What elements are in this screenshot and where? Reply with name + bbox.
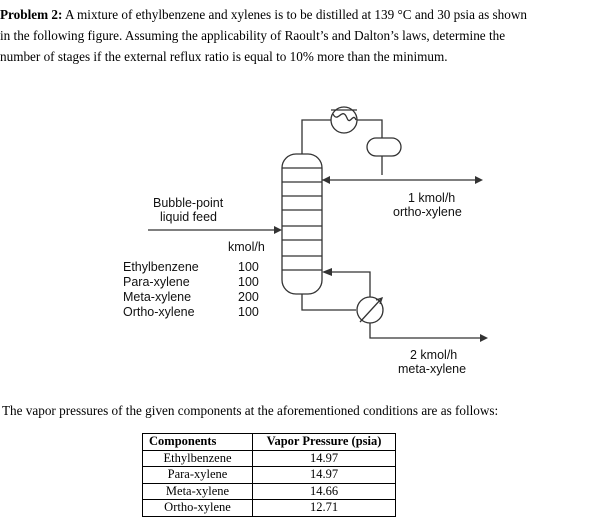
table-row [143, 500, 396, 517]
feed-units: kmol/h [228, 240, 265, 254]
feed-component-flow: 100 [238, 275, 259, 289]
reflux-arrow-icon [322, 176, 330, 184]
distillation-diagram [0, 100, 604, 390]
table-cell-component: Ethylbenzene [143, 450, 253, 467]
bottoms-component-label: meta-xylene [398, 362, 467, 376]
feed-component-name: Para-xylene [123, 275, 190, 289]
distillate-component-label: ortho-xylene [393, 205, 462, 219]
vapor-pressure-table [142, 433, 396, 517]
table-cell-pressure: 14.97 [253, 467, 396, 484]
problem-line-3: number of stages if the external reflux ratio is equal to 10% more than the minimum. [0, 49, 448, 64]
bottoms-arrow-icon [480, 334, 488, 342]
table-cell-component: Ortho-xylene [143, 500, 253, 517]
feed-component-name: Ortho-xylene [123, 305, 195, 319]
feed-component-flow: 100 [238, 260, 259, 274]
condensate-line [357, 120, 382, 138]
feed-component-flow: 200 [238, 290, 259, 304]
bottoms-product-line [370, 323, 480, 338]
problem-line-1 [0, 4, 604, 25]
bottoms-line [302, 294, 356, 310]
table-cell-pressure: 14.66 [253, 483, 396, 500]
vapor-pressure-intro: The vapor pressures of the given components at the aforementioned conditions are as follows: [2, 403, 499, 418]
distillation-column [282, 154, 322, 294]
overhead-vapor-line [302, 120, 331, 154]
distillate-flow-label: 1 kmol/h [408, 191, 456, 205]
table-cell-pressure: 14.97 [253, 450, 396, 467]
feed-arrow-icon [274, 226, 282, 234]
problem-line-1-text: A mixture of ethylbenzene and xylenes is to be distilled at 139 °C and 30 psia as shown [62, 7, 527, 22]
table-header-components: Components [143, 434, 253, 451]
problem-label: Problem 2: [0, 7, 63, 22]
feed-label-2: liquid feed [160, 210, 217, 224]
feed-component-name: Meta-xylene [123, 290, 192, 304]
feed-component-flow: 100 [238, 305, 259, 319]
bottoms-flow-label: 2 kmol/h [410, 348, 458, 362]
feed-component-name: Ethylbenzene [123, 260, 199, 274]
distillation-figure [0, 100, 604, 390]
table-cell-pressure: 12.71 [253, 500, 396, 517]
boilup-line [330, 272, 370, 297]
table-row [143, 483, 396, 500]
table-row [143, 450, 396, 467]
problem-statement [0, 4, 604, 67]
condenser-icon [331, 107, 357, 133]
reflux-drum-icon [367, 138, 401, 156]
problem-line-2: in the following figure. Assuming the applicability of Raoult’s and Dalton’s laws, determine the [0, 28, 506, 43]
boilup-arrow-icon [322, 268, 332, 276]
distillate-arrow-icon [475, 176, 483, 184]
table-row [143, 467, 396, 484]
table-header-vapor-pressure: Vapor Pressure (psia) [253, 434, 396, 451]
feed-label-1: Bubble-point [153, 196, 224, 210]
table-header-row [143, 434, 396, 451]
table-cell-component: Meta-xylene [143, 483, 253, 500]
table-cell-component: Para-xylene [143, 467, 253, 484]
